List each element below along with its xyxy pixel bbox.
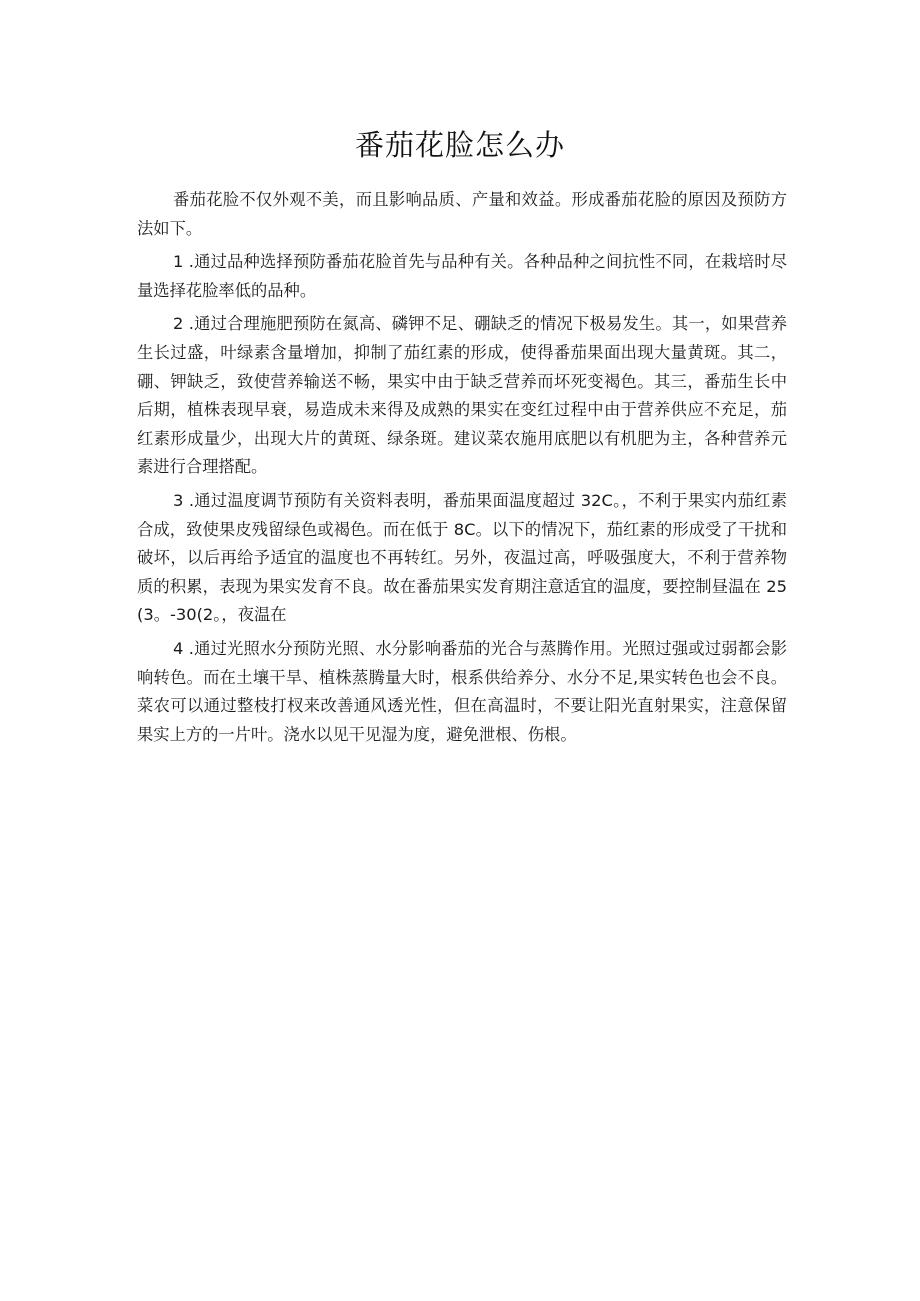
document-title: 番茄花脸怎么办: [354, 128, 565, 162]
paragraph-temperature: 3 .通过温度调节预防有关资料表明，番茄果面温度超过 32C。，不利于果实内茄红素合成，致使果皮残留绿色或褐色。而在低于 8C。以下的情况下，茄红素的形成受了干扰和破坏，以后再给予适宜的温度也不再转红。另外，夜温过高，呼吸强度大，不利于营养物质的积累，表现为果实发育不良。故在番茄果实发育期注意适宜的温度，要控制昼温在 25(3。-30(2。，夜温在: [137, 490, 787, 625]
document-body: [137, 186, 787, 754]
paragraph-variety-selection: 1 .通过品种选择预防番茄花脸首先与品种有关。各种品种之间抗性不同，在栽培时尽量选择花脸率低的品种。: [137, 252, 787, 300]
paragraph-light-water: 4 .通过光照水分预防光照、水分影响番茄的光合与蒸腾作用。光照过强或过弱都会影响转色。而在土壤干旱、植株蒸腾量大时，根系供给养分、水分不足,果实转色也会不良。菜农可以通过整枝打杈来改善通风透光性，但在高温时，不要让阳光直射果实，注意保留果实上方的一片叶。浇水以见干见湿为度，避免泄根、伤根。: [137, 638, 787, 744]
paragraph-fertilization: 2 .通过合理施肥预防在氮高、磷钾不足、硼缺乏的情况下极易发生。其一，如果营养生长过盛，叶绿素含量增加，抑制了茄红素的形成，使得番茄果面出现大量黄斑。其二，硼、钾缺乏，致使营养输送不畅，果实中由于缺乏营养而坏死变褐色。其三，番茄生长中后期，植株表现早衰，易造成未来得及成熟的果实在变红过程中由于营养供应不充足，茄红素形成量少，出现大片的黄斑、绿条斑。建议菜农施用底肥以有机肥为主，各种营养元素进行合理搭配。: [137, 314, 787, 477]
paragraph-intro: 番茄花脸不仅外观不美，而且影响品质、产量和效益。形成番茄花脸的原因及预防方法如下。: [137, 190, 787, 238]
